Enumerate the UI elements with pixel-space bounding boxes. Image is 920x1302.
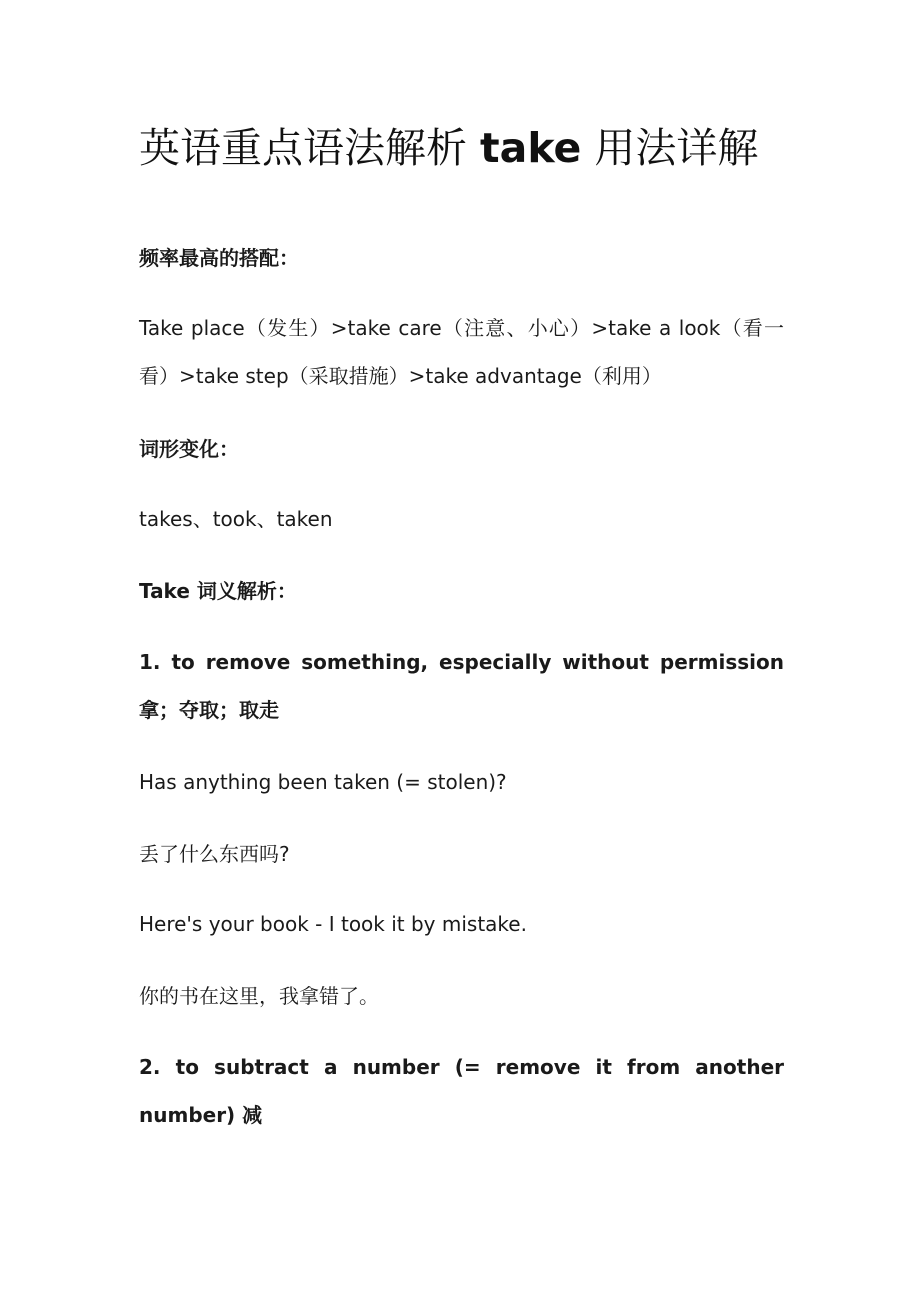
forms-text: takes、took、taken — [139, 507, 333, 531]
meaning-1-example-2-zh: 你的书在这里，我拿错了。 — [139, 984, 379, 1008]
collocations-text: Take place（发生）>take care（注意、小心）>take a look（看一看）>take step（采取措施）>take advantage（利用） — [139, 316, 784, 388]
meaning-1-heading: 1. to remove something, especially without permission 拿；夺取；取走 — [139, 650, 784, 722]
title-keyword: take — [480, 124, 582, 172]
meaning-1-example-1-zh: 丢了什么东西吗? — [139, 842, 290, 866]
meaning-1-example-2-en: Here's your book - I took it by mistake. — [139, 912, 527, 936]
forms-heading: 词形变化： — [139, 437, 239, 461]
meaning-2-heading: 2. to subtract a number (= remove it from another number) 减 — [139, 1055, 784, 1127]
title-prefix: 英语重点语法解析 — [139, 124, 467, 172]
title-suffix: 用法详解 — [594, 124, 759, 172]
title-gap — [467, 124, 480, 172]
meanings-heading: Take 词义解析： — [139, 579, 297, 603]
page-title — [139, 118, 839, 178]
meaning-1-example-1-en: Has anything been taken (= stolen)? — [139, 770, 507, 794]
title-gap-2 — [581, 124, 594, 172]
collocations-heading: 频率最高的搭配： — [139, 246, 299, 270]
